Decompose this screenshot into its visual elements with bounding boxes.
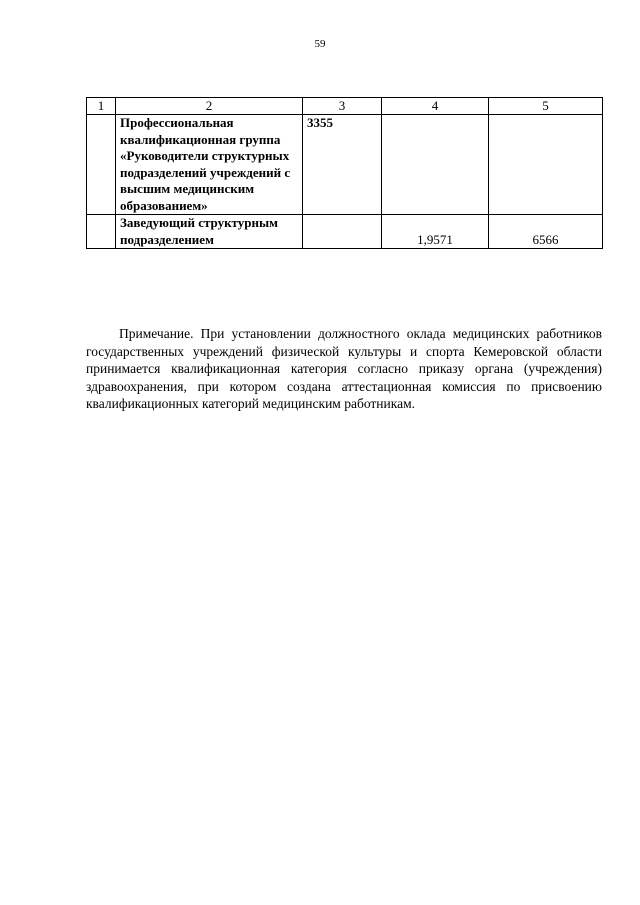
- header-col-2: 2: [116, 98, 303, 115]
- position-coef: 1,9571: [382, 215, 489, 249]
- page-number: 59: [314, 38, 326, 50]
- position-name: Заведующий структурным подразделением: [116, 215, 303, 249]
- position-salary: 6566: [489, 215, 603, 249]
- position-col-1: [87, 215, 116, 249]
- header-col-1: 1: [87, 98, 116, 115]
- header-col-5: 5: [489, 98, 603, 115]
- position-code: [303, 215, 382, 249]
- group-col-1: [87, 115, 116, 215]
- table-row-position: [87, 215, 603, 249]
- table-header-row: [87, 98, 603, 115]
- group-coef: [382, 115, 489, 215]
- group-name: Профессиональная квалификационная группа «Руководители структурных подразделений учреждений с высшим медицинским образованием»: [116, 115, 303, 215]
- note-paragraph: Примечание. При установлении должностного оклада медицинских работников государственных учреждений физической культуры и спорта Кемеровской области принимается квалификационная категория согласно приказу органа (учреждения) здравоохранения, при котором создана аттестационная комиссия по присвоению квалификационных категорий медицинским работникам.: [86, 326, 602, 411]
- header-col-4: 4: [382, 98, 489, 115]
- header-col-3: 3: [303, 98, 382, 115]
- group-salary: [489, 115, 603, 215]
- table-row-group: [87, 115, 603, 215]
- salary-table: [86, 97, 603, 249]
- group-code: 3355: [303, 115, 382, 215]
